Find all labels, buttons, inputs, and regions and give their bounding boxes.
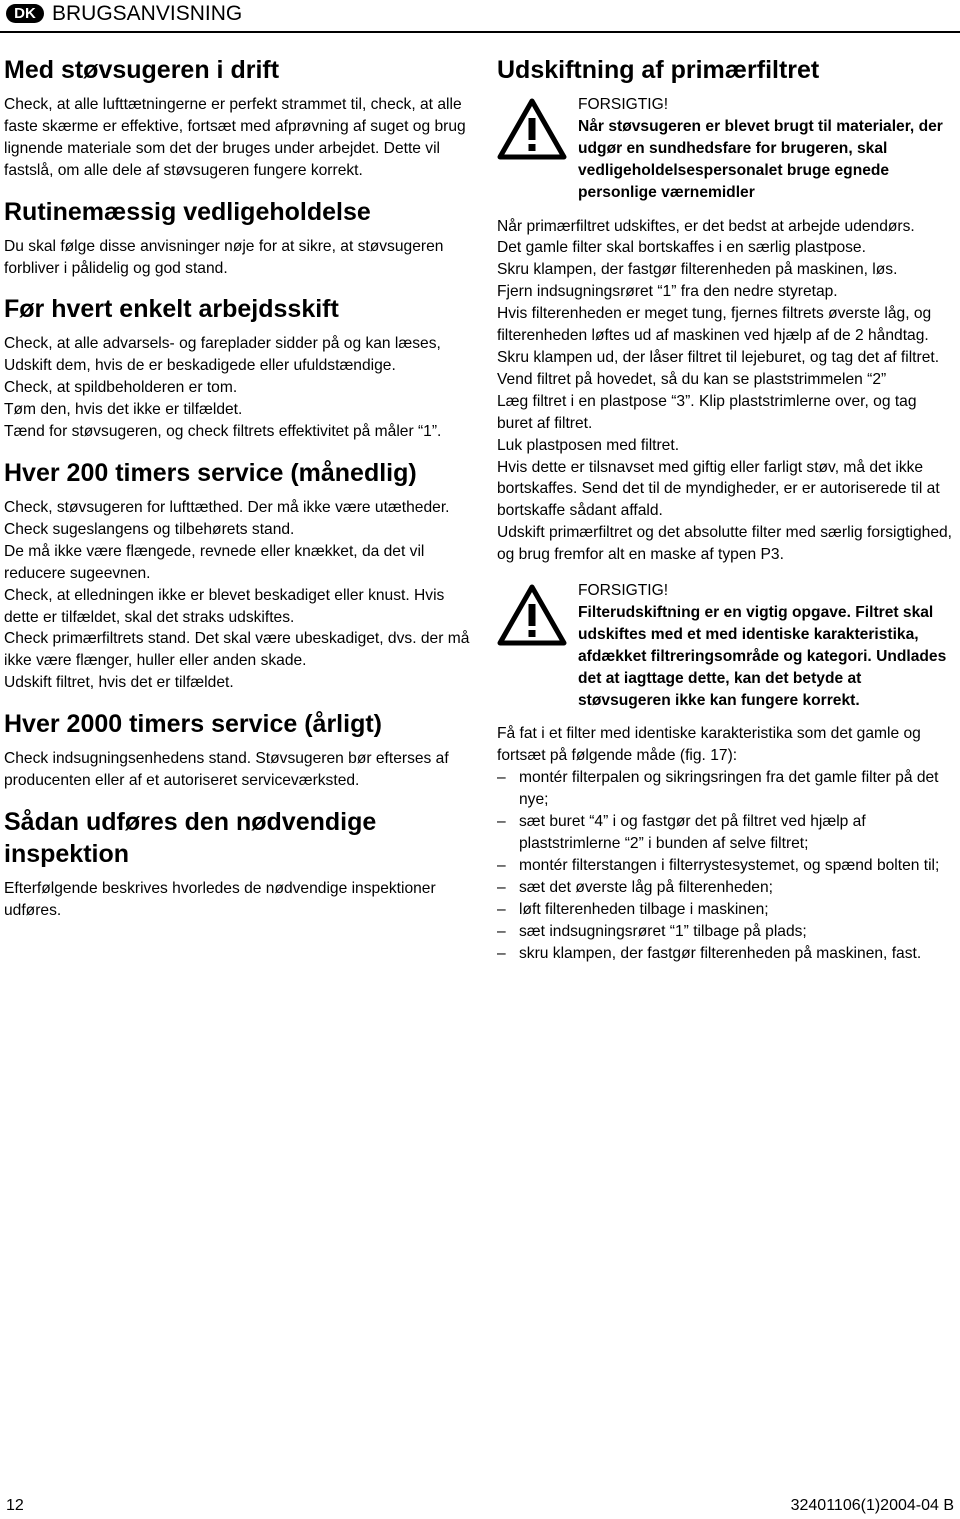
warning-text: Filterudskiftning er en vigtig opgave. Filtret skal udskiftes med et med identiske karakteristika, afdækket filtreringsområde og kategori. Undlades det at iagttage dette, kan det betyde at støvsugeren ikke kan fungere korrekt. [578, 603, 947, 709]
service200-line: Check sugeslangens og tilbehørets stand. [4, 520, 295, 538]
heading-service-200: Hver 200 timers service (månedlig) [4, 458, 417, 487]
step-text: montér filterpalen og sikringsringen fra det gamle filter på det nye; [519, 769, 939, 809]
skift-line: Tænd for støvsugeren, og check filtrets effektivitet på måler “1”. [4, 423, 442, 441]
step-text: sæt det øverste låg på filterenheden; [519, 878, 773, 896]
left-column [4, 54, 470, 922]
filter-line: Luk plastposen med filtret. [497, 436, 680, 454]
service2000-text: Check indsugningsenhedens stand. Støvsugeren bør efterses af producenten eller af et autoriseret serviceværksted. [4, 750, 449, 790]
step-text: skru klampen, der fastgør filterenheden på maskinen, fast. [519, 944, 922, 962]
dash-mark: – [497, 813, 506, 831]
list-item [497, 855, 955, 877]
filter-line: Hvis filterenheden er meget tung, fjernes filtrets øverste låg, og filterenheden løftes ud af maskinen ved hjælp af de 2 håndtag. [497, 305, 932, 345]
step-text: løft filterenheden tilbage i maskinen; [519, 900, 769, 918]
dash-mark: – [497, 900, 506, 918]
dash-mark: – [497, 944, 506, 962]
skift-line: Check, at alle advarsels- og fareplader sidder på og kan læses, Udskift dem, hvis de er beskadigede eller ufuldstændige. [4, 335, 441, 375]
filter-line: Skru klampen ud, der låser filtret til lejeburet, og tag det af filtret. [497, 348, 940, 366]
rutine-text: Du skal følge disse anvisninger nøje for at sikre, at støvsugeren forbliver i pålidelig og god stand. [4, 237, 444, 277]
dash-mark: – [497, 878, 506, 896]
filter-line: Når primærfiltret udskiftes, er det bedst at arbejde udendørs. [497, 217, 915, 235]
dash-mark: – [497, 769, 506, 787]
filter-line: Skru klampen, der fastgør filterenheden på maskinen, løs. [497, 261, 898, 279]
skift-line: Check, at spildbeholderen er tom. [4, 379, 238, 397]
list-item [497, 921, 955, 943]
service200-line: De må ikke være flængede, revnede eller knækket, da det vil reducere sugeevnen. [4, 542, 425, 582]
heading-service-2000: Hver 2000 timers service (årligt) [4, 710, 382, 739]
filter-line: Hvis dette er tilsnavset med giftig eller farligt støv, må det ikke bortskaffes. Send det til de myndigheder, er er autoriserede til at bortskaffe sådant affald. [497, 458, 940, 520]
service200-line: Udskift filtret, hvis det er tilfældet. [4, 674, 234, 692]
page-number: 12 [6, 1497, 24, 1514]
list-item [497, 899, 955, 921]
warning-box-2 [497, 580, 955, 711]
warning-box-1 [497, 94, 955, 204]
heading-primaerfilter: Udskiftning af primærfiltret [497, 56, 820, 84]
list-item [497, 767, 955, 811]
warning-label: FORSIGTIG! [578, 582, 669, 600]
document-code: 32401106(1)2004-04 B [790, 1497, 954, 1514]
step-text: sæt buret “4” i og fastgør det på filtret ved hjælp af plaststrimlerne “2” i bunden af selve filtret; [519, 813, 866, 852]
heading-rutine: Rutinemæssig vedligeholdelse [4, 197, 371, 226]
step-text: montér filterstangen i filterrystesystemet, og spænd bolten til; [519, 856, 940, 874]
page-header [0, 0, 960, 32]
list-item [497, 943, 955, 965]
warning-triangle-icon [497, 98, 567, 160]
dash-mark: – [497, 856, 506, 874]
filter-line: Udskift primærfiltret og det absolutte filter med særlig forsigtighed, og brug fremfor alt en maske af typen P3. [497, 524, 952, 564]
service200-line: Check primærfiltrets stand. Det skal være ubeskadiget, dvs. der må ikke være flænger, huller eller anden skade. [4, 630, 470, 670]
heading-skift: Før hvert enkelt arbejdsskift [4, 295, 339, 324]
skift-line: Tøm den, hvis det ikke er tilfældet. [4, 401, 243, 419]
inspektion-text: Efterfølgende beskrives hvorledes de nødvendige inspektioner udføres. [4, 879, 436, 919]
intro-text: Få fat i et filter med identiske karakteristika som det gamle og fortsæt på følgende måde (fig. 17): [497, 725, 921, 765]
warning-label: FORSIGTIG! [578, 96, 669, 113]
filter-line: Læg filtret i en plastpose “3”. Klip plaststrimlerne over, og tag buret af filtret. [497, 392, 917, 432]
heading-drift: Med støvsugeren i drift [4, 56, 280, 84]
header-rule [0, 31, 960, 33]
list-item [497, 877, 955, 899]
language-badge: DK [6, 4, 44, 23]
header-title: BRUGSANVISNING [52, 2, 243, 25]
list-item [497, 811, 955, 855]
filter-line: Fjern indsugningsrøret “1” fra den nedre styretap. [497, 283, 838, 301]
right-column [497, 54, 955, 964]
filter-line: Det gamle filter skal bortskaffes i en særlig plastpose. [497, 239, 866, 257]
warning-text: Når støvsugeren er blevet brugt til materialer, der udgør en sundhedsfare for brugeren, skal vedligeholdelsespersonalet bruge egnede personlige værnemidler [578, 117, 943, 201]
drift-text: Check, at alle lufttætningerne er perfekt strammet til, check, at alle faste skærme er effektive, fortsæt med afprøvning af suget og brug lignende materiale som det der bruges under arbejdet. Dette vil fastslå, om alle dele af støvsugeren fungere korrekt. [4, 96, 466, 179]
heading-inspektion: Sådan udføres den nødvendige inspektion [4, 807, 377, 868]
steps-list [497, 767, 955, 964]
step-text: sæt indsugningsrøret “1” tilbage på plads; [519, 922, 807, 940]
service200-line: Check, at elledningen ikke er blevet beskadiget eller knust. Hvis dette er tilfældet, skal det straks udskiftes. [4, 586, 445, 626]
filter-line: Vend filtret på hovedet, så du kan se plaststrimmelen “2” [497, 370, 887, 388]
warning-triangle-icon [497, 584, 567, 646]
service200-line: Check, støvsugeren for lufttæthed. Der må ikke være utætheder. [4, 498, 450, 516]
dash-mark: – [497, 922, 506, 940]
